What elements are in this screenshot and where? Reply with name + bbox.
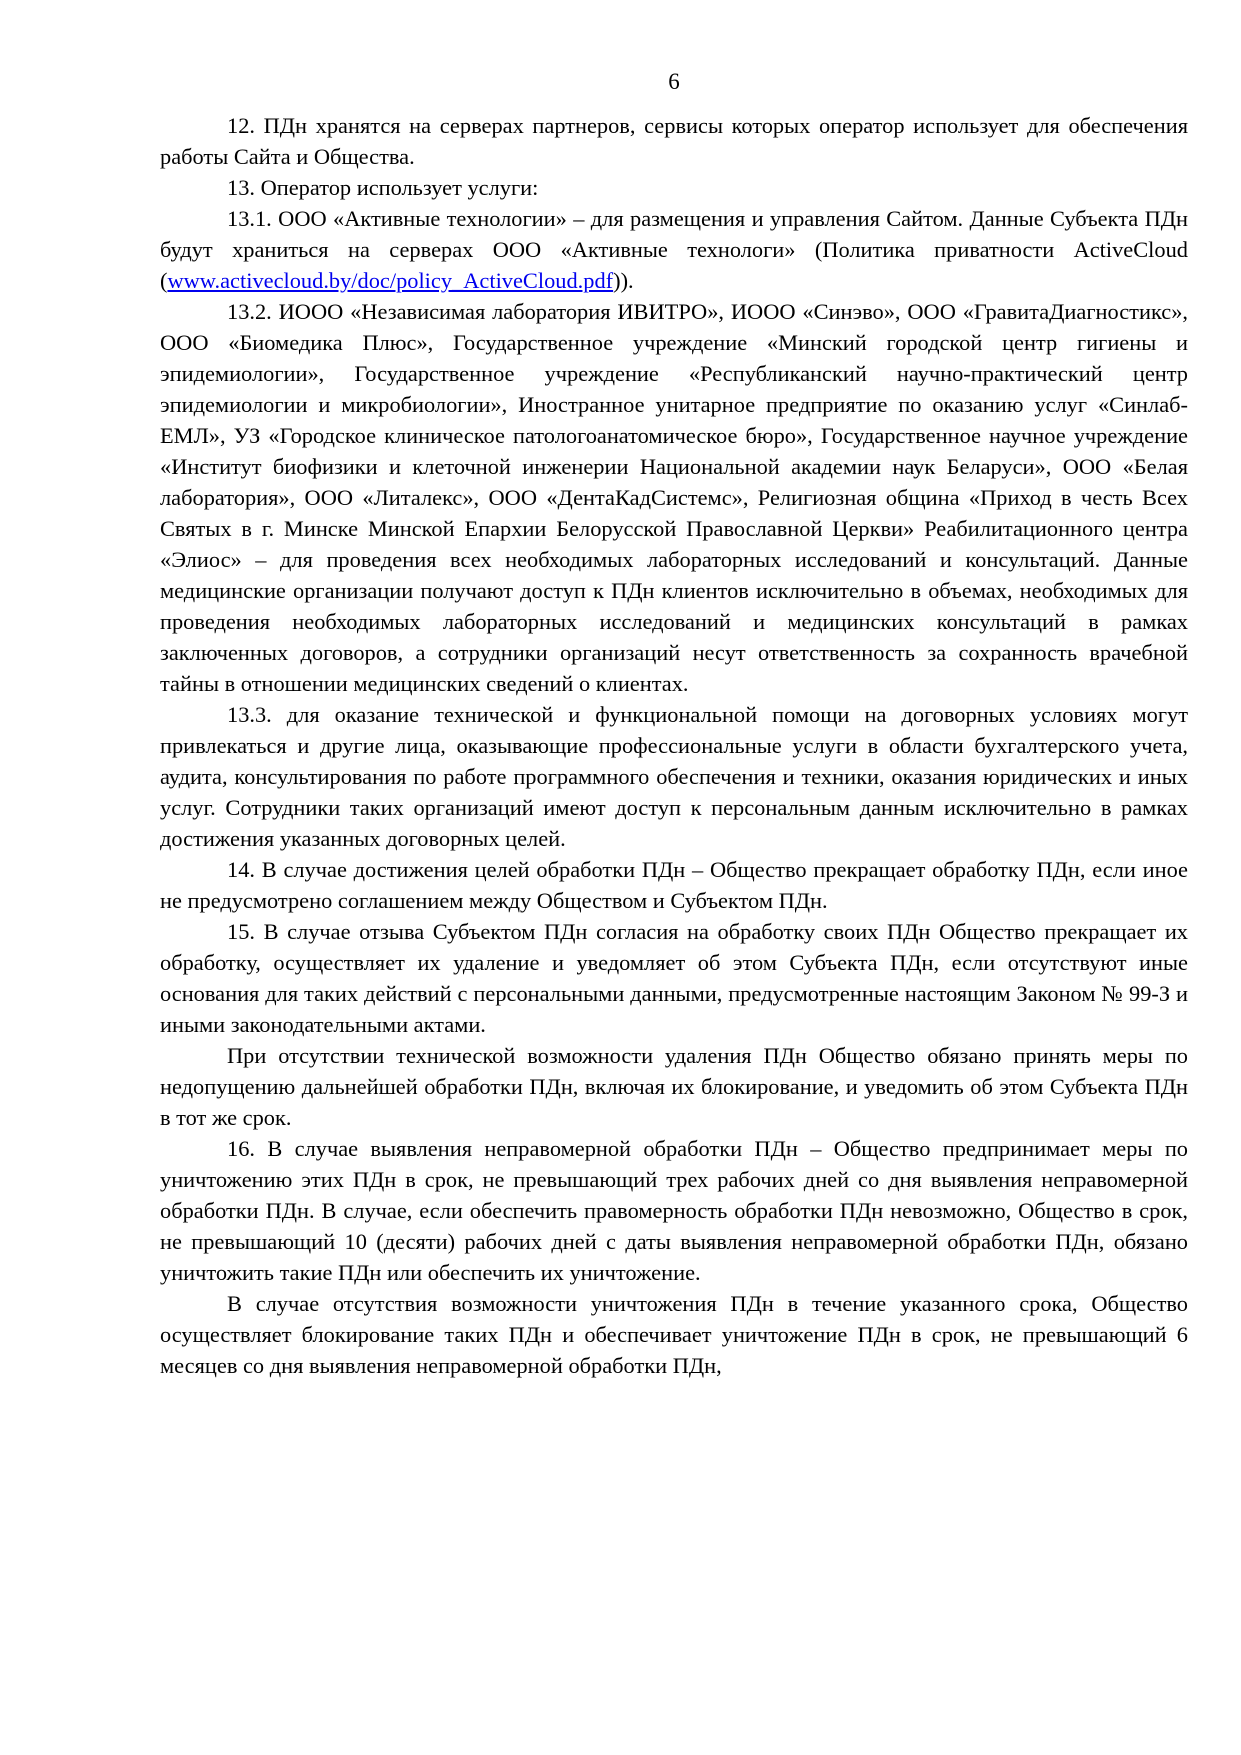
paragraph-13: 13. Оператор использует услуги: (227, 175, 539, 200)
paragraph-13-2: 13.2. ИООО «Независимая лаборатория ИВИТРО», ИООО «Синэво», ООО «ГравитаДиагностикс», ООО «Биомедика Плюс», Государственное учреждение «Минский городской центр гигиены и эпидемиологии», Государственное учреждение «Республиканский научно-практический центр эпидемиологии и микробиологии», Иностранное унитарное предприятие по оказанию услуг «Синлаб-ЕМЛ», УЗ «Городское клиническое патологоанатомическое бюро», Государственное научное учреждение «Институт биофизики и клеточной инженерии Национальной академии наук Беларуси», ООО «Белая лаборатория», ООО «Литалекс», ООО «ДентаКадСистемс», Религиозная община «Приход в честь Всех Святых в г. Минске Минской Епархии Белорусской Православной Церкви» Реабилитационного центра «Элиос» – для проведения всех необходимых лабораторных исследований и консультаций. Данные медицинские организации получают доступ к ПДн клиентов исключительно в объемах, необходимых для проведения необходимых лабораторных исследований и медицинских консультаций в рамках заключенных договоров, а сотрудники организаций несут ответственность за сохранность врачебной тайны в отношении медицинских сведений о клиентах. (160, 299, 1188, 696)
paragraph-13-1-text-after-link: )). (613, 268, 634, 293)
activecloud-policy-link[interactable]: www.activecloud.by/doc/policy_ActiveCloud.pdf (167, 268, 614, 293)
paragraph-13-1 (160, 203, 1188, 296)
paragraph-16: 16. В случае выявления неправомерной обработки ПДн – Общество предпринимает меры по уничтожению этих ПДн в срок, не превышающий трех рабочих дней со дня выявления неправомерной обработки ПДн. В случае, если обеспечить правомерность обработки ПДн невозможно, Общество в срок, не превышающий 10 (десяти) рабочих дней с даты выявления неправомерной обработки ПДн, обязано уничтожить такие ПДн или обеспечить их уничтожение. (160, 1136, 1188, 1285)
paragraph-13-1-text-before-link: 13.1. ООО «Активные технологии» – для размещения и управления Сайтом. Данные Субъекта ПДн будут храниться на серверах ООО «Активные технологи» (Политика приватности ActiveCloud ( (160, 206, 1188, 293)
paragraph-13-3: 13.3. для оказание технической и функциональной помощи на договорных условиях могут привлекаться и другие лица, оказывающие профессиональные услуги в области бухгалтерского учета, аудита, консультирования по работе программного обеспечения и техники, оказания юридических и иных услуг. Сотрудники таких организаций имеют доступ к персональным данным исключительно в рамках достижения указанных договорных целей. (160, 702, 1188, 851)
document-page (160, 66, 1188, 1381)
paragraph-16-continuation: В случае отсутствия возможности уничтожения ПДн в течение указанного срока, Общество осуществляет блокирование таких ПДн и обеспечивает уничтожение ПДн в срок, не превышающий 6 месяцев со дня выявления неправомерной обработки ПДн, (160, 1291, 1188, 1378)
paragraph-12: 12. ПДн хранятся на серверах партнеров, сервисы которых оператор использует для обеспечения работы Сайта и Общества. (160, 113, 1188, 169)
paragraph-14: 14. В случае достижения целей обработки ПДн – Общество прекращает обработку ПДн, если иное не предусмотрено соглашением между Обществом и Субъектом ПДн. (160, 857, 1188, 913)
paragraph-15: 15. В случае отзыва Субъектом ПДн согласия на обработку своих ПДн Общество прекращает их обработку, осуществляет их удаление и уведомляет об этом Субъекта ПДн, если отсутствуют иные основания для таких действий с персональными данными, предусмотренные настоящим Законом № 99-З и иными законодательными актами. (160, 919, 1188, 1037)
page-number: 6 (668, 69, 680, 94)
paragraph-15-continuation: При отсутствии технической возможности удаления ПДн Общество обязано принять меры по недопущению дальнейшей обработки ПДн, включая их блокирование, и уведомить об этом Субъекта ПДн в тот же срок. (160, 1043, 1188, 1130)
